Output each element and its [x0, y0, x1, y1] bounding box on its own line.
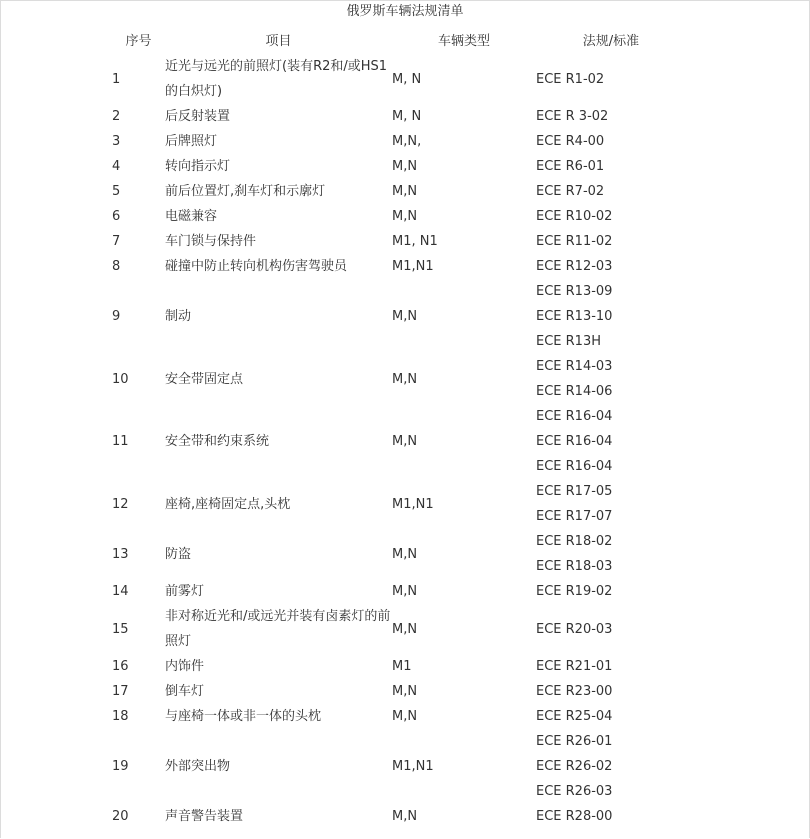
row-standard: ECE R14-06 [536, 384, 613, 399]
page-title: 俄罗斯车辆法规清单 [346, 4, 464, 19]
table-row [112, 354, 686, 379]
row-vehicle-type: M1, N1 [392, 234, 438, 249]
table-row [112, 579, 686, 604]
row-item: 后牌照灯 [165, 134, 218, 149]
row-standard: ECE R16-04 [536, 434, 613, 449]
row-vehicle-type: M,N [392, 184, 418, 199]
table-row [112, 104, 686, 129]
row-item: 与座椅一体或非一体的头枕 [165, 709, 322, 724]
row-standard: ECE R13-09 [536, 284, 613, 299]
table-row [112, 204, 686, 229]
row-vehicle-type: M,N, [392, 134, 422, 149]
row-standard: ECE R20-03 [536, 621, 613, 637]
row-item: 声音警告装置 [165, 809, 244, 824]
row-vehicle-type: M1 [392, 659, 412, 674]
row-standard: ECE R13H [536, 334, 601, 349]
row-vehicle-type: M1,N1 [392, 496, 434, 512]
row-number: 18 [112, 709, 129, 724]
row-standard: ECE R7-02 [536, 184, 605, 199]
table-header-row [112, 28, 686, 54]
row-vehicle-type: M,N [392, 546, 418, 562]
row-item: 座椅,座椅固定点,头枕 [165, 496, 291, 512]
row-standard: ECE R4-00 [536, 134, 605, 149]
table-row [112, 179, 686, 204]
table-row [112, 404, 686, 429]
row-item: 后反射装置 [165, 109, 231, 124]
row-standard: ECE R17-07 [536, 509, 613, 524]
row-number: 9 [112, 309, 121, 324]
row-item: 电磁兼容 [165, 209, 218, 224]
row-number: 10 [112, 371, 129, 387]
row-number: 6 [112, 209, 121, 224]
table-row [112, 129, 686, 154]
row-vehicle-type: M,N [392, 684, 418, 699]
row-number: 2 [112, 109, 121, 124]
table-row [112, 254, 686, 279]
row-number: 7 [112, 234, 121, 249]
row-item: 制动 [165, 309, 192, 324]
row-vehicle-type: M1,N1 [392, 759, 434, 774]
header-standard: 法规/标准 [582, 33, 640, 49]
row-standard: ECE R17-05 [536, 484, 613, 499]
row-standard: ECE R6-01 [536, 159, 605, 174]
row-standard: ECE R19-02 [536, 584, 613, 599]
table-row [112, 229, 686, 254]
row-standard: ECE R 3-02 [536, 109, 609, 124]
table-row [112, 154, 686, 179]
row-standard: ECE R26-01 [536, 734, 613, 749]
row-item: 安全带固定点 [165, 371, 244, 387]
row-vehicle-type: M,N [392, 709, 418, 724]
header-no: 序号 [125, 33, 152, 49]
row-standard: ECE R16-04 [536, 409, 613, 424]
row-standard: ECE R14-03 [536, 359, 613, 374]
row-vehicle-type: M, N [392, 71, 422, 87]
row-item: 非对称近光和/或远光并装有卤素灯的前照灯 [165, 609, 391, 649]
row-number: 1 [112, 71, 121, 87]
row-item: 近光与远光的前照灯(装有R2和/或HS1的白炽灯) [165, 59, 388, 99]
row-number: 13 [112, 546, 129, 562]
table-row [112, 804, 686, 829]
row-item: 倒车灯 [165, 684, 205, 699]
row-number: 8 [112, 259, 121, 274]
row-standard: ECE R12-03 [536, 259, 613, 274]
row-vehicle-type: M,N [392, 371, 418, 387]
row-item: 安全带和约束系统 [165, 434, 270, 449]
row-number: 11 [112, 434, 129, 449]
row-number: 12 [112, 496, 129, 512]
header-item: 项目 [265, 33, 292, 49]
row-number: 5 [112, 184, 121, 199]
row-standard: ECE R18-02 [536, 534, 613, 549]
row-standard: ECE R13-10 [536, 309, 613, 324]
table-row [112, 529, 686, 554]
table-row [112, 729, 686, 754]
row-standard: ECE R11-02 [536, 234, 613, 249]
row-number: 3 [112, 134, 121, 149]
row-number: 19 [112, 759, 129, 774]
table-row [112, 479, 686, 504]
row-vehicle-type: M,N [392, 309, 418, 324]
row-vehicle-type: M,N [392, 809, 418, 824]
row-number: 4 [112, 159, 121, 174]
row-standard: ECE R28-00 [536, 809, 613, 824]
row-vehicle-type: M,N [392, 621, 418, 637]
row-standard: ECE R26-02 [536, 759, 613, 774]
table-row [112, 54, 686, 104]
row-standard: ECE R1-02 [536, 71, 605, 87]
row-item: 碰撞中防止转向机构伤害驾驶员 [165, 259, 348, 274]
row-item: 前后位置灯,刹车灯和示廓灯 [165, 184, 326, 199]
table-row [112, 704, 686, 729]
row-number: 15 [112, 621, 129, 637]
table-row [112, 604, 686, 654]
table-body [112, 54, 686, 829]
row-standard: ECE R21-01 [536, 659, 613, 674]
row-item: 外部突出物 [165, 759, 231, 774]
row-vehicle-type: M1,N1 [392, 259, 434, 274]
row-vehicle-type: M, N [392, 109, 422, 124]
row-item: 转向指示灯 [165, 159, 231, 174]
row-vehicle-type: M,N [392, 434, 418, 449]
row-number: 16 [112, 659, 129, 674]
row-standard: ECE R18-03 [536, 559, 613, 574]
table-row [112, 279, 686, 304]
header-vehicle-type: 车辆类型 [437, 33, 490, 49]
row-number: 14 [112, 584, 129, 599]
row-number: 17 [112, 684, 129, 699]
row-vehicle-type: M,N [392, 209, 418, 224]
row-standard: ECE R16-04 [536, 459, 613, 474]
row-vehicle-type: M,N [392, 159, 418, 174]
row-item: 前雾灯 [165, 584, 205, 599]
row-vehicle-type: M,N [392, 584, 418, 599]
row-standard: ECE R25-04 [536, 709, 613, 724]
row-standard: ECE R10-02 [536, 209, 613, 224]
row-item: 防盗 [165, 546, 192, 562]
row-standard: ECE R26-03 [536, 784, 613, 799]
row-item: 内饰件 [165, 659, 205, 674]
regulation-table [112, 28, 686, 829]
row-number: 20 [112, 809, 129, 824]
row-item: 车门锁与保持件 [165, 234, 257, 249]
table-row [112, 654, 686, 679]
table-row [112, 679, 686, 704]
row-standard: ECE R23-00 [536, 684, 613, 699]
